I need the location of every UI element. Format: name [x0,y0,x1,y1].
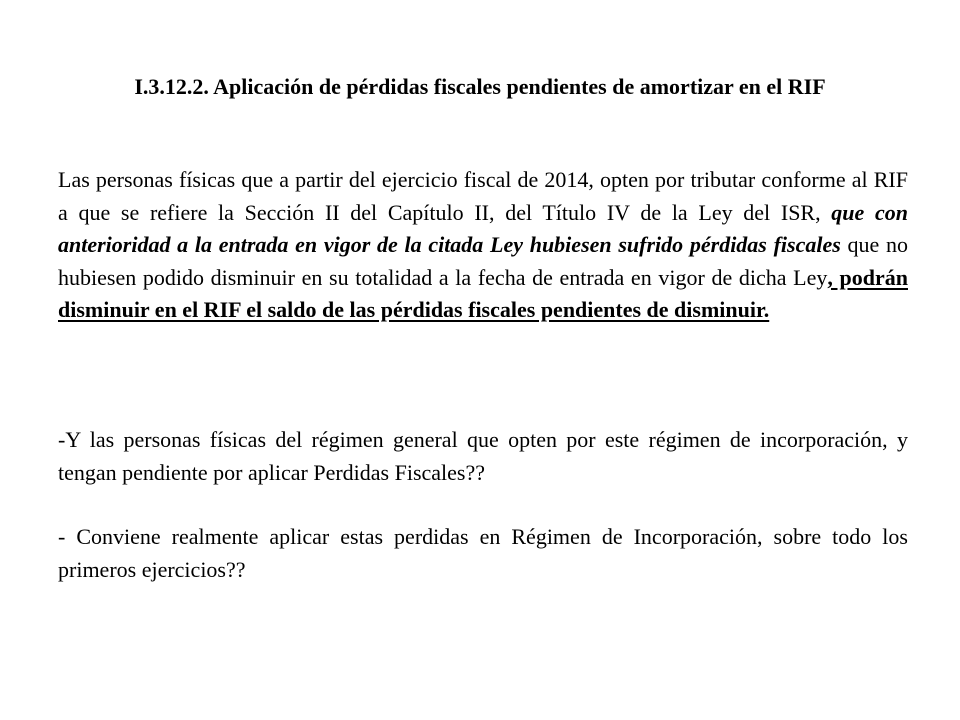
question-general-regime: -Y las personas físicas del régimen general que opten por este régimen de incorporación, y tengan pendiente por aplicar Perdidas Fiscales?? [58,427,908,485]
paragraph-rif-rule-emphasis: que con anterioridad a la entrada en vigor de la citada Ley hubiesen sufrido pérdidas fiscales [58,199,908,257]
paragraph-rif-rule [58,164,908,327]
document-title: I.3.12.2. Aplicación de pérdidas fiscales pendientes de amortizar en el RIF [134,74,826,99]
paragraph-rif-rule-text: Las personas físicas que a partir del ejercicio fiscal de 2014, opten por tributar conforme al RIF a que se refiere la Sección II del Capítulo II, del Título IV de la Ley del ISR, [58,167,908,225]
paragraph-rif-rule-continuation: que no hubiesen podido disminuir en su totalidad a la fecha de entrada en vigor de dicha Ley [58,232,909,290]
paragraph-rif-rule-conclusion: , podrán disminuir en el RIF el saldo de las pérdidas fiscales pendientes de disminuir. [58,264,908,322]
question-convenience: - Conviene realmente aplicar estas perdidas en Régimen de Incorporación, sobre todo los primeros ejercicios?? [58,524,908,582]
